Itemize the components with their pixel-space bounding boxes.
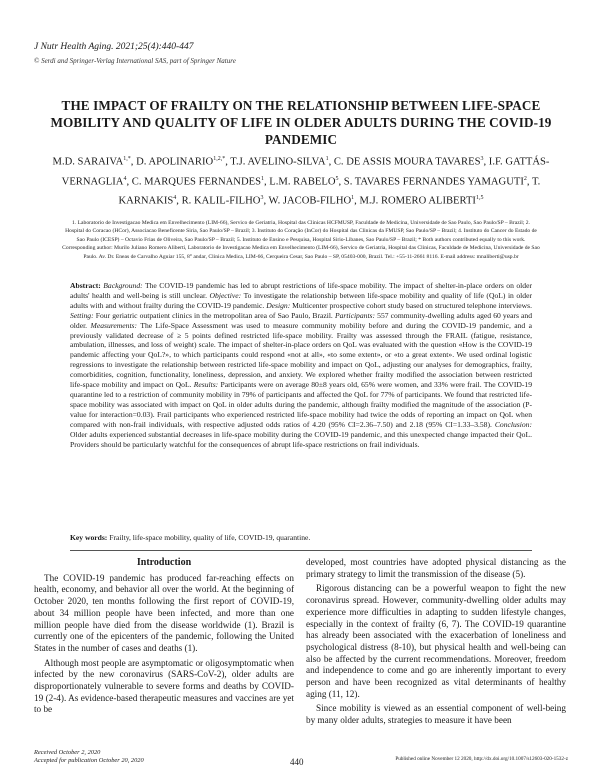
paper-title: THE IMPACT OF FRAILTY ON THE RELATIONSHIP BETWEEN LIFE-SPACE MOBILITY AND QUALITY OF LIFE IN OLDER ADULTS DURING THE COVID-19 PANDEMIC xyxy=(50,98,552,147)
author-name: W. JACOB-FILHO xyxy=(268,195,352,207)
author-affiliation-mark: 2 xyxy=(523,175,527,182)
author-affiliation-mark: 3 xyxy=(260,195,264,202)
author-affiliation-mark: 1,* xyxy=(123,156,131,162)
keywords-label: Key words: xyxy=(70,533,108,542)
author-name: T.J. AVELINO-SILVA xyxy=(230,156,326,168)
right-column xyxy=(306,557,566,727)
keywords-text: Frailty, life-space mobility, quality of life, COVID-19, quarantine. xyxy=(109,533,311,542)
author-list: M.D. $SARAIVA^{1,*}$, D. $APOLINARIO^{1,2,*}$, T.J. AVELINO-SILVA$^1$, C. DE ASSIS MOURA TAVARES$^3$, I.F. GATTÁS-VERNAGLIA$^4$, C. MARQUES FERNANDES$^1$, L.M. RABELO$^5$, S. TAVARES FERNANDES YAMAGUTI$^2$, T. KARNAKIS$^4$, R. KALIL-FILHO$^3$, W. JACOB-FILHO$^1$, M.J. ROMERO ALIBERTI$^{1,5}$ xyxy=(52,156,550,207)
doi-link[interactable]: Published online November 12 2020, http://dx.doi.org/10.1007/s12603-020-1532-z xyxy=(395,756,568,762)
author-name: C. MARQUES FERNANDES xyxy=(131,176,261,188)
author-name: S. TAVARES FERNANDES YAMAGUTI xyxy=(343,176,524,188)
setting-label: Setting: xyxy=(70,310,94,320)
participants-text: 557 community-dwelling adults aged 60 years and older. xyxy=(70,310,532,330)
accepted-date: Accepted for publication October 20, 2020 xyxy=(34,756,144,764)
author-name: M.J. ROMERO ALIBERTI xyxy=(359,195,476,207)
conclusion-label: Conclusion: xyxy=(494,419,532,429)
paragraph: Since mobility is viewed as an essential component of well-being by many older adults, strategies to measure it have been xyxy=(306,703,566,726)
measurements-label: Measurements: xyxy=(90,320,138,330)
copyright-notice: © Serdi and Springer-Verlag International SAS, part of Springer Nature xyxy=(34,57,236,65)
results-label: Results: xyxy=(193,380,219,390)
author-affiliation-mark: 1 xyxy=(351,195,355,202)
measurements-text: The Life-Space Assessment was used to measure community mobility before and during the COVID-19 pandemic, and a previously validated decrease of ≥ 5 points defined restricted life-space mobility. Frailty was assessed through the FRAIL (fatigue, resistance, ambulation, illnesses, and loss of weight) scale. The impact of shelter-in-place orders on QoL was evaluated with the question «How is the COVID-19 pandemic affecting your QoL?», to which participants could respond «not at all», «to some extent», or «to a great extent». We used ordinal logistic regressions to investigate the relationship between restricted life-space mobility and impact on QoL, adjusting our analyses for demographics, frailty, comorbidities, cognition, functionality, loneliness, depression, and anxiety. We explored whether frailty modified the association between restricted life-space mobility and impact on QoL. xyxy=(70,320,532,390)
keywords xyxy=(70,533,532,542)
background-label: Background: xyxy=(103,281,143,290)
design-text: Multicenter prospective cohort study based on structured telephone interviews. xyxy=(292,300,532,310)
affiliations: 1. Laboratorio de Investigacao Medica em Envelhecimento (LIM-66), Servico de Geriatria, Hospital das Clinicas HCFMUSP, Faculdade de Medicina, Universidade de Sao Paulo, Sao Paulo/SP – Brazil; 2. Hospital do Coracao (HCor), Associacao Beneficente Siria, Sao Paulo/SP – Brazil; 3. Instituto do Coração (InCor) do Hospital das Clinicas da FMUSP, Sao Paulo/SP – Brazil; 4. Instituto do Cancer do Estado de Sao Paulo (ICESP) – Octavio Frias de Oliveira, Sao Paulo/SP – Brazil; 5. Instituto de Ensino e Pesquisa, Hospital Sirio-Libanes, Sao Paulo/SP – Brazil; * Both authors contributed equally to this work. Corresponding author: Murilo Juliano Romero Aliberti, Laboratorio de Investigacao Medica em Envelhecimento (LIM-66), Servico de Geriatria, Hospital das Clinicas, Faculdade de Medicina, Universidade de Sao Paulo. Av. Dr. Eneas de Carvalho Aguiar 155, 8° andar, Clinica Medica, LIM-66, Cerqueira Cesar, Sao Paulo – SP, 05403-000, Brazil. Tel.: +55-11-2661 8116. E-mail address: mnaliberti@usp.br xyxy=(62,220,540,260)
left-column xyxy=(34,557,294,716)
author-name: I.F. GATTÁS-VERNAGLIA xyxy=(61,156,550,188)
setting-text: Four geriatric outpatient clinics in the metropolitan area of Sao Paulo, Brazil. xyxy=(95,310,333,320)
author-affiliation-mark: 4 xyxy=(173,195,177,202)
author-name: C. DE ASSIS MOURA TAVARES xyxy=(333,156,481,168)
received-dates xyxy=(34,749,144,764)
author-name: L.M. RABELO xyxy=(269,176,336,188)
author-name: T. KARNAKIS xyxy=(118,176,541,207)
author-name: M.D. SARAIVA xyxy=(52,156,124,168)
page-number: 440 xyxy=(290,757,304,767)
design-label: Design: xyxy=(266,300,291,310)
author-name: R. KALIL-FILHO xyxy=(181,195,261,207)
author-affiliation-mark: 1,2,* xyxy=(213,156,226,162)
objective-text: To investigate the relationship between life-space mobility and quality of life (QoL) in older adults with and without frailty during the COVID-19 pandemic. xyxy=(70,290,532,310)
author-affiliation-mark: 5 xyxy=(335,175,339,182)
paragraph: Rigorous distancing can be a powerful weapon to fight the new coronavirus spread. However, community-dwelling older adults may experience more difficulties in adapting to sudden lifestyle changes, especially in the context of frailty (6, 7). The COVID-19 quarantine has already been associated with the exacerbation of loneliness and psychological distress (8-10), but physical health and well-being can also be affected by the current recommendations. Moreover, freedom and independence to come and go are inherently important to every person and have been recognized as vital determinants of healthy aging (11, 12). xyxy=(306,583,566,699)
author-affiliation-mark: 1 xyxy=(260,175,264,182)
introduction-heading: Introduction xyxy=(136,557,192,568)
author-name: D. APOLINARIO xyxy=(136,156,214,168)
abstract xyxy=(70,281,532,449)
author-affiliation-mark: 1,5 xyxy=(475,195,484,202)
author-affiliation-mark: 1 xyxy=(325,156,329,162)
background-text: The COVID-19 pandemic has led to abrupt restrictions of life-space mobility. The impact of shelter-in-place orders on older adults' health and well-being is still unclear. xyxy=(70,281,532,300)
journal-citation: J Nutr Health Aging. 2021;25(4):440-447 xyxy=(34,42,194,52)
author-affiliation-mark: 3 xyxy=(480,156,484,162)
conclusion-text: Older adults experienced substantial decreases in life-space mobility during the COVID-19 pandemic, and this unexpected change impacted their QoL. Providers should be particularly watchful for the consequences of abrupt life-space restrictions on frail individuals. xyxy=(70,429,532,449)
abstract-label: Abstract: xyxy=(70,281,101,290)
paragraph: The COVID-19 pandemic has produced far-reaching effects on health, economy, and behavior all over the world. At the beginning of October 2020, ten months following the first report of COVID-19, about 34 million people have been infected, and more than one million people have died from the disease worldwide (1). Brazil is currently one of the epicenters of the pandemic, following the United States in the number of cases and deaths (1). xyxy=(34,572,294,653)
objective-label: Objective: xyxy=(209,290,242,300)
participants-label: Participants: xyxy=(334,310,376,320)
results-text: Participants were on average 80±8 years old, 65% were women, and 33% were frail. The COVID-19 quarantine led to a restriction of community mobility in 79% of participants and affected the QoL for 77% of participants. We found that restricted life-space mobility was associated with impact on QoL in older adults during the pandemic, although frailty modified the magnitude of the association (P-value for interaction=0.03). Frail participants who experienced restricted life-space mobility had twice the odds of reporting an impact on QoL when compared with non-frail individuals, with respective adjusted odds ratios of 4.20 (95% CI=2.36–7.50) and 2.18 (95% CI=1.33–3.58). xyxy=(70,380,533,429)
section-divider xyxy=(70,550,532,551)
author-affiliation-mark: 4 xyxy=(123,175,127,182)
paragraph: Although most people are asymptomatic or oligosymptomatic when infected by the new coronavirus (SARS-CoV-2), older adults are disproportionately vulnerable to severe forms and deaths by COVID-19 (2-4). As evidence-based therapeutic measures and vaccines are yet to be xyxy=(34,657,294,715)
paragraph: developed, most countries have adopted physical distancing as the primary strategy to limit the transmission of the disease (5). xyxy=(306,557,566,579)
received-date: Received October 2, 2020 xyxy=(34,749,101,756)
